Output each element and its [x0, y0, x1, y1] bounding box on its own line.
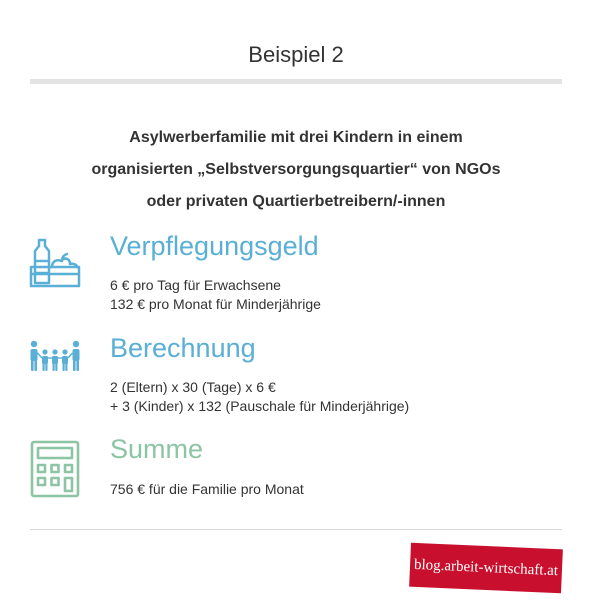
groceries-icon [28, 237, 82, 289]
section-text [110, 480, 304, 499]
blog-badge-text: blog.arbeit-wirtschaft.at [413, 556, 559, 579]
section-line: 2 (Eltern) x 30 (Tage) x 6 € [110, 379, 276, 395]
title-divider [30, 79, 562, 84]
blog-badge-link[interactable] [409, 543, 563, 594]
section-text [110, 378, 409, 416]
bottom-divider [30, 529, 562, 530]
section-line: + 3 (Kinder) x 132 (Pauschale für Minderjährige) [110, 398, 410, 414]
subtitle [40, 122, 552, 218]
section-heading: Berechnung [110, 333, 256, 363]
subtitle-line: Asylwerberfamilie mit drei Kindern in einem [129, 129, 463, 146]
section-line: 6 € pro Tag für Erwachsene [110, 277, 281, 293]
family-icon [28, 340, 82, 372]
page-title: Beispiel 2 [248, 42, 344, 67]
section-line: 756 € für die Familie pro Monat [110, 481, 304, 497]
subtitle-line: organisierten „Selbstversorgungsquartier“ von NGOs [91, 161, 501, 178]
section-line: 132 € pro Monat für Minderjährige [110, 296, 321, 312]
calculator-icon [30, 440, 80, 498]
subtitle-line: oder privaten Quartierbetreibern/-innen [146, 193, 446, 210]
section-heading: Summe [110, 434, 204, 464]
section-text [110, 276, 321, 314]
section-heading: Verpflegungsgeld [110, 231, 319, 261]
